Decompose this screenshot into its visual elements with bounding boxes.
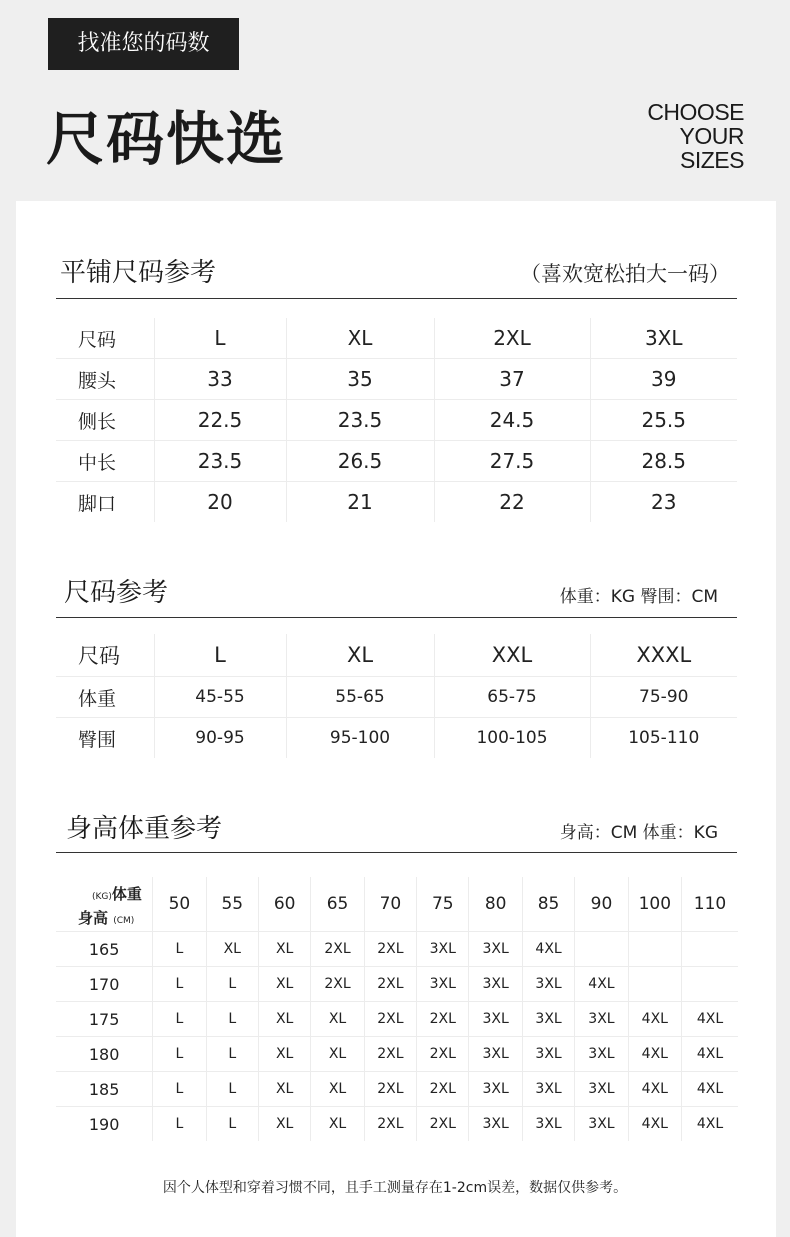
size-cell: L — [153, 1107, 206, 1142]
size-cell: 3XL — [575, 1107, 628, 1142]
size-cell: 4XL — [522, 932, 574, 967]
size-cell: 2XL — [364, 1037, 416, 1072]
row-label: 体重 — [56, 677, 154, 718]
table-row — [56, 482, 737, 523]
size-cell: XL — [258, 1037, 310, 1072]
size-cell: 3XL — [575, 1037, 628, 1072]
size-cell: XL — [258, 1072, 310, 1107]
table-cell: 39 — [590, 359, 737, 400]
height-label: 170 — [56, 967, 153, 1002]
weight-header: 85 — [522, 877, 574, 932]
flat-size-table — [56, 318, 737, 522]
corner-height-unit: (CM) — [113, 916, 135, 926]
weight-header: 80 — [469, 877, 522, 932]
size-cell: 4XL — [628, 1002, 681, 1037]
table-row — [56, 1072, 738, 1107]
size-cell: L — [153, 1037, 206, 1072]
size-ref-divider — [56, 617, 737, 618]
choose-line: SIZES — [680, 147, 744, 173]
table-cell: 25.5 — [590, 400, 737, 441]
weight-header-row — [56, 877, 738, 932]
size-cell: 2XL — [417, 1072, 469, 1107]
row-label: 中长 — [56, 441, 154, 482]
corner-weight-unit: (KG) — [92, 892, 112, 902]
table-cell: 28.5 — [590, 441, 737, 482]
size-cell: 4XL — [682, 1072, 738, 1107]
flat-section-note: （喜欢宽松拍大一码） — [520, 262, 730, 286]
size-cell: 4XL — [628, 1107, 681, 1142]
size-cell: XL — [311, 1002, 364, 1037]
weight-header: 55 — [206, 877, 258, 932]
size-cell: 2XL — [417, 1037, 469, 1072]
size-cell: 2XL — [364, 967, 416, 1002]
height-weight-table — [56, 877, 738, 1141]
table-cell: 27.5 — [434, 441, 590, 482]
size-cell: 3XL — [522, 967, 574, 1002]
size-cell: 4XL — [682, 1002, 738, 1037]
size-cell: L — [206, 967, 258, 1002]
size-cell: 3XL — [469, 932, 522, 967]
size-cell: XL — [311, 1037, 364, 1072]
size-cell: XL — [311, 1072, 364, 1107]
size-cell: 3XL — [469, 967, 522, 1002]
size-ref-note: 体重：KG 臀围：CM — [559, 587, 718, 607]
size-cell: 2XL — [364, 1107, 416, 1142]
table-cell: 3XL — [590, 318, 737, 359]
height-label: 180 — [56, 1037, 153, 1072]
table-cell: XXL — [434, 634, 590, 677]
corner-height-label: 身高 — [78, 909, 109, 927]
hw-ref-note: 身高：CM 体重：KG — [559, 823, 718, 843]
weight-header: 65 — [311, 877, 364, 932]
size-cell: 4XL — [682, 1037, 738, 1072]
table-cell: 23.5 — [286, 400, 434, 441]
size-cell: XL — [258, 1107, 310, 1142]
height-label: 190 — [56, 1107, 153, 1142]
size-cell: 3XL — [575, 1002, 628, 1037]
table-cell: 45-55 — [154, 677, 286, 718]
table-row — [56, 318, 737, 359]
table-row — [56, 1107, 738, 1142]
row-label: 尺码 — [78, 644, 120, 668]
corner-box — [56, 877, 152, 931]
size-cell: 4XL — [682, 1107, 738, 1142]
size-cell: 4XL — [575, 967, 628, 1002]
table-cell: 21 — [286, 482, 434, 523]
size-cell: 3XL — [469, 1107, 522, 1142]
table-cell: 37 — [434, 359, 590, 400]
weight-header: 90 — [575, 877, 628, 932]
size-cell: 3XL — [469, 1002, 522, 1037]
table-row — [56, 677, 737, 718]
table-row — [56, 1002, 738, 1037]
table-cell: 24.5 — [434, 400, 590, 441]
size-cell: 2XL — [417, 1002, 469, 1037]
height-label: 175 — [56, 1002, 153, 1037]
table-cell: 23 — [590, 482, 737, 523]
table-cell: XXXL — [590, 634, 737, 677]
size-cell: 2XL — [364, 1002, 416, 1037]
size-cell: 3XL — [522, 1072, 574, 1107]
table-cell: L — [154, 318, 286, 359]
table-cell: 23.5 — [154, 441, 286, 482]
weight-header: 110 — [682, 877, 738, 932]
size-cell: L — [153, 1002, 206, 1037]
size-cell: 3XL — [522, 1002, 574, 1037]
height-label: 185 — [56, 1072, 153, 1107]
row-label: 尺码 — [78, 328, 117, 351]
table-cell: 75-90 — [590, 677, 737, 718]
table-cell: 35 — [286, 359, 434, 400]
table-cell: 55-65 — [286, 677, 434, 718]
size-cell: XL — [258, 1002, 310, 1037]
flat-divider — [56, 298, 737, 299]
size-cell: 4XL — [628, 1037, 681, 1072]
table-row — [56, 400, 737, 441]
header-badge: 找准您的码数 — [48, 18, 239, 70]
row-label: 脚口 — [56, 482, 154, 523]
table-cell: 90-95 — [154, 718, 286, 759]
size-cell: 2XL — [311, 932, 364, 967]
weight-header: 75 — [417, 877, 469, 932]
table-row — [56, 718, 737, 759]
hw-ref-divider — [56, 852, 737, 853]
table-cell: 22.5 — [154, 400, 286, 441]
corner-height — [78, 907, 134, 928]
table-cell: L — [154, 634, 286, 677]
table-row — [56, 1037, 738, 1072]
table-cell: 95-100 — [286, 718, 434, 759]
size-cell: 4XL — [628, 1072, 681, 1107]
table-row — [56, 932, 738, 967]
size-cell — [628, 932, 681, 967]
table-row — [56, 967, 738, 1002]
size-cell: 3XL — [469, 1037, 522, 1072]
row-label: 腰头 — [56, 359, 154, 400]
table-cell: 100-105 — [434, 718, 590, 759]
table-cell: 105-110 — [590, 718, 737, 759]
weight-header: 60 — [258, 877, 310, 932]
size-cell: 2XL — [311, 967, 364, 1002]
weight-header: 100 — [628, 877, 681, 932]
hw-ref-title: 身高体重参考 — [66, 814, 223, 844]
row-label: 臀围 — [56, 718, 154, 759]
choose-your-sizes — [647, 100, 744, 172]
weight-header: 50 — [153, 877, 206, 932]
size-cell: L — [206, 1037, 258, 1072]
corner-weight — [92, 883, 142, 904]
weight-header: 70 — [364, 877, 416, 932]
disclaimer: 因个人体型和穿着习惯不同，且手工测量存在1-2cm误差，数据仅供参考。 — [162, 1180, 628, 1196]
size-ref-table — [56, 634, 737, 758]
size-cell — [682, 932, 738, 967]
flat-section-title: 平铺尺码参考 — [60, 258, 217, 288]
size-cell: XL — [311, 1107, 364, 1142]
size-cell: 3XL — [522, 1107, 574, 1142]
table-cell: 33 — [154, 359, 286, 400]
table-cell: 26.5 — [286, 441, 434, 482]
size-cell: L — [206, 1002, 258, 1037]
table-cell: XL — [286, 318, 434, 359]
size-cell — [575, 932, 628, 967]
size-cell: XL — [258, 967, 310, 1002]
table-row — [56, 634, 737, 677]
size-cell — [628, 967, 681, 1002]
choose-line: CHOOSE — [647, 99, 744, 125]
table-cell: XL — [286, 634, 434, 677]
table-cell: 20 — [154, 482, 286, 523]
size-cell: L — [153, 967, 206, 1002]
size-cell — [682, 967, 738, 1002]
corner-weight-label: 体重 — [111, 885, 142, 903]
size-cell: 3XL — [417, 967, 469, 1002]
size-cell: L — [153, 932, 206, 967]
table-cell: 22 — [434, 482, 590, 523]
size-cell: 2XL — [364, 1072, 416, 1107]
height-label: 165 — [56, 932, 153, 967]
size-cell: 3XL — [469, 1072, 522, 1107]
size-ref-title: 尺码参考 — [64, 578, 169, 608]
size-cell: XL — [206, 932, 258, 967]
corner-cell — [56, 877, 153, 932]
size-cell: 2XL — [364, 932, 416, 967]
size-cell: L — [206, 1107, 258, 1142]
size-cell: XL — [258, 932, 310, 967]
table-row — [56, 441, 737, 482]
size-cell: L — [206, 1072, 258, 1107]
size-cell: L — [153, 1072, 206, 1107]
size-cell: 3XL — [417, 932, 469, 967]
size-cell: 2XL — [417, 1107, 469, 1142]
row-label: 侧长 — [56, 400, 154, 441]
table-row — [56, 359, 737, 400]
size-cell: 3XL — [575, 1072, 628, 1107]
table-cell: 2XL — [434, 318, 590, 359]
page-title: 尺码快选 — [46, 105, 287, 173]
choose-line: YOUR — [679, 123, 744, 149]
table-cell: 65-75 — [434, 677, 590, 718]
size-cell: 3XL — [522, 1037, 574, 1072]
